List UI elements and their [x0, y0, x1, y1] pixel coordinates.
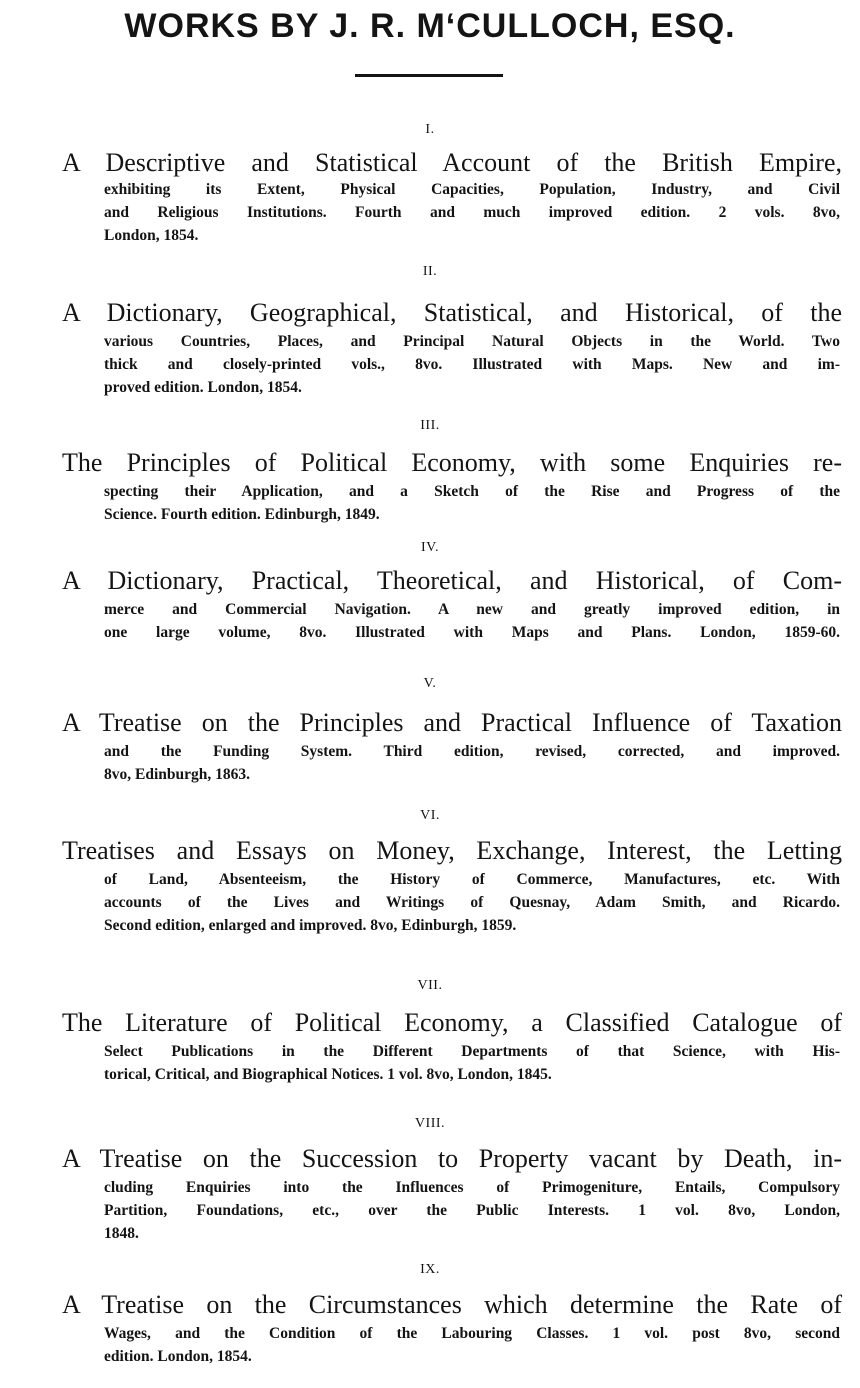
entry-6-desc-line: accounts of the Lives and Writings of Quesnay, Adam Smith, and Ricardo. [104, 894, 840, 911]
entry-3-description [104, 480, 840, 526]
entry-5-numeral: V. [423, 676, 437, 691]
entry-4-title: A Dictionary, Practical, Theoretical, and Historical, of Com- [62, 566, 842, 595]
title-rule [355, 74, 503, 77]
entry-9-numeral: IX. [420, 1262, 440, 1277]
entry-8-desc-line: 1848. [104, 1225, 139, 1242]
entry-9-desc-line: edition. London, 1854. [104, 1348, 252, 1365]
entry-7-description [104, 1040, 840, 1086]
entry-6-desc-line: of Land, Absenteeism, the History of Commerce, Manufactures, etc. With [104, 871, 840, 888]
entry-5-desc-line: and the Funding System. Third edition, revised, corrected, and improved. [104, 743, 840, 760]
page-title: WORKS BY J. R. M‘CULLOCH, ESQ. [124, 7, 736, 45]
entry-2-numeral: II. [422, 264, 438, 279]
entry-4-desc-line: merce and Commercial Navigation. A new and greatly improved edition, in [104, 601, 840, 618]
entry-8-title: A Treatise on the Succession to Property vacant by Death, in- [62, 1144, 842, 1173]
entry-1-desc-line: and Religious Institutions. Fourth and much improved edition. 2 vols. 8vo, [104, 204, 840, 221]
entry-9-desc-line: Wages, and the Condition of the Labouring Classes. 1 vol. post 8vo, second [104, 1325, 840, 1342]
entry-5-title: A Treatise on the Principles and Practical Influence of Taxation [62, 708, 842, 737]
entry-1-desc-line: London, 1854. [104, 227, 199, 244]
entry-7-desc-line: Select Publications in the Different Departments of that Science, with His- [104, 1043, 840, 1060]
entry-5-description [104, 740, 840, 786]
entry-3-desc-line: specting their Application, and a Sketch of the Rise and Progress of the [104, 483, 840, 500]
entry-1-numeral: I. [425, 122, 435, 137]
entry-3-desc-line: Science. Fourth edition. Edinburgh, 1849. [104, 506, 380, 523]
entry-1-title: A Descriptive and Statistical Account of the British Empire, [62, 148, 842, 177]
entry-7-title: The Literature of Political Economy, a Classified Catalogue of [62, 1008, 842, 1037]
entry-6-title: Treatises and Essays on Money, Exchange, Interest, the Letting [62, 836, 842, 865]
entry-9-title: A Treatise on the Circumstances which determine the Rate of [62, 1290, 842, 1319]
entry-2-desc-line: proved edition. London, 1854. [104, 379, 302, 396]
entry-7-numeral: VII. [417, 978, 443, 993]
entry-4-desc-line: one large volume, 8vo. Illustrated with Maps and Plans. London, 1859-60. [104, 624, 840, 641]
entry-2-desc-line: various Countries, Places, and Principal Natural Objects in the World. Two [104, 333, 840, 350]
entry-7-desc-line: torical, Critical, and Biographical Notices. 1 vol. 8vo, London, 1845. [104, 1066, 552, 1083]
entry-4-description [104, 598, 840, 644]
entry-9-description [104, 1322, 840, 1368]
entry-8-description [104, 1176, 840, 1245]
entry-4-numeral: IV. [421, 540, 439, 555]
entry-1-desc-line: exhibiting its Extent, Physical Capacities, Population, Industry, and Civil [104, 181, 840, 198]
entry-3-numeral: III. [420, 418, 440, 433]
entry-2-description [104, 330, 840, 399]
entry-5-desc-line: 8vo, Edinburgh, 1863. [104, 766, 251, 783]
entry-1-description [104, 178, 840, 247]
entry-3-title: The Principles of Political Economy, with some Enquiries re- [62, 448, 842, 477]
entry-2-desc-line: thick and closely-printed vols., 8vo. Illustrated with Maps. New and im- [104, 356, 840, 373]
entry-8-desc-line: Partition, Foundations, etc., over the Public Interests. 1 vol. 8vo, London, [104, 1202, 840, 1219]
entry-6-desc-line: Second edition, enlarged and improved. 8vo, Edinburgh, 1859. [104, 917, 517, 934]
entry-6-numeral: VI. [420, 808, 440, 823]
entry-8-desc-line: cluding Enquiries into the Influences of Primogeniture, Entails, Compulsory [104, 1179, 840, 1196]
entry-8-numeral: VIII. [414, 1116, 446, 1131]
entry-2-title: A Dictionary, Geographical, Statistical, and Historical, of the [62, 298, 842, 327]
entry-6-description [104, 868, 840, 937]
